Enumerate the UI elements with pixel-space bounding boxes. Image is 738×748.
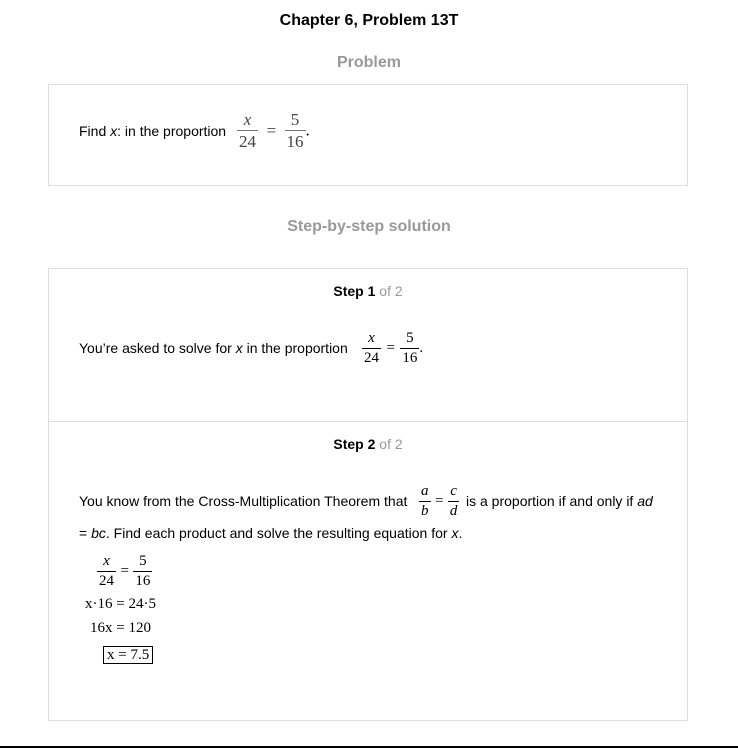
fraction-a-over-b: $\frac{a}{b}$ xyxy=(421,483,429,519)
step-2-line-2: = bc. Find each product and solve the resulting equation for x. xyxy=(79,525,463,541)
step-2-theorem-proportion: $\frac{a}{b}$ = $\frac{c}{d}$ xyxy=(421,483,458,519)
page-title: Chapter 6, Problem 13T xyxy=(279,12,459,29)
answer-box: x = 7.5 xyxy=(103,646,153,664)
step-1-text: You’re asked to solve for x in the proportion xyxy=(79,340,348,356)
step-2-box xyxy=(48,421,688,721)
step-2-header: Step 2 of 2 xyxy=(333,436,403,452)
step-1-header: Step 1 of 2 xyxy=(333,283,403,299)
step-1-fraction-right: $\frac{5}{16}$ xyxy=(402,330,418,366)
step-2-line-1-end: is a proportion if and only if ad xyxy=(466,493,653,509)
equation-4-answer xyxy=(103,647,153,664)
equation-3: 16x = 120 xyxy=(90,620,151,636)
problem-equals: = xyxy=(266,120,277,140)
problem-fraction-left: $\frac{x}{24}$ xyxy=(239,110,256,151)
problem-heading: Problem xyxy=(336,54,401,71)
fraction-c-over-d: $\frac{c}{d}$ xyxy=(449,483,458,519)
step-2-line-1-start: You know from the Cross-Multiplication Theorem that xyxy=(79,493,408,509)
problem-text-before: Find xyxy=(79,123,111,139)
equation-1: $\frac{x}{24}$ = $\frac{5}{16}$ xyxy=(99,553,151,589)
step-1-fraction-left: $\frac{x}{24}$ xyxy=(364,330,379,366)
problem-text-after: : in the proportion xyxy=(117,123,227,139)
problem-period: . xyxy=(305,120,310,140)
solution-heading: Step-by-step solution xyxy=(287,218,451,235)
problem-var: x xyxy=(110,123,118,139)
step-1-proportion: $\frac{x}{24}$ = $\frac{5}{16}$ . xyxy=(364,330,424,366)
step-1-box xyxy=(48,268,688,422)
problem-box xyxy=(48,84,688,186)
problem-proportion xyxy=(237,111,310,150)
problem-fraction-right: $\frac{5}{16}$ xyxy=(286,110,304,151)
equation-2: x·16 = 24·5 xyxy=(85,596,156,612)
problem-statement xyxy=(79,121,226,141)
